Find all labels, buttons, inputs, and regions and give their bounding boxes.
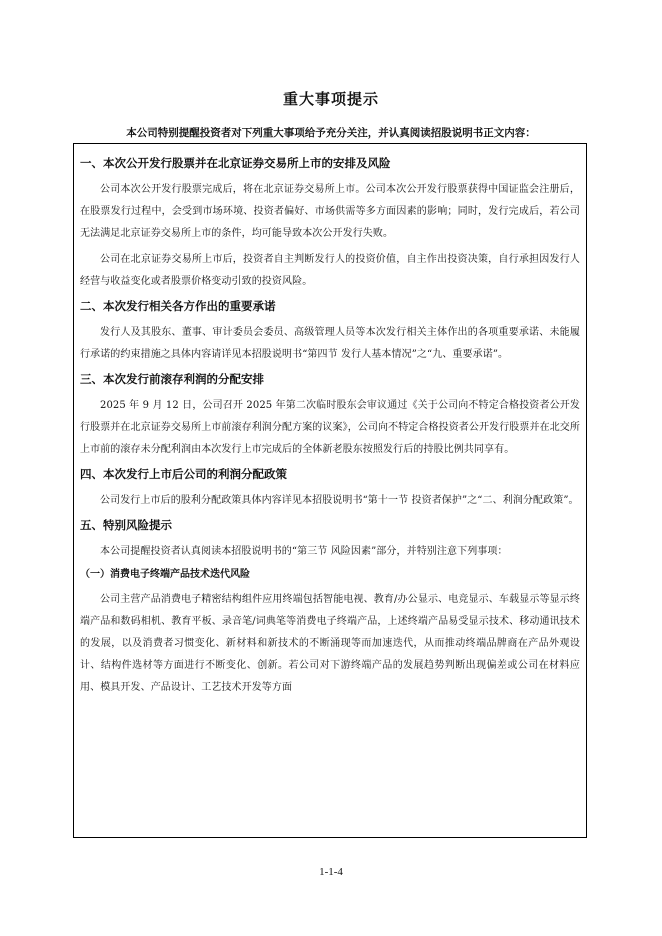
- section-heading-1: 一、本次公开发行股票并在北京证券交易所上市的安排及风险: [80, 156, 391, 170]
- section-heading-2: 二、本次发行相关各方作出的重要承诺: [80, 299, 276, 313]
- subsection-heading-1: （一）消费电子终端产品技术迭代风险: [80, 569, 250, 580]
- section-heading-4: 四、本次发行上市后公司的利润分配政策: [80, 467, 287, 481]
- section-heading-5: 五、特别风险提示: [80, 518, 172, 532]
- section-4-paragraph-1: 公司发行上市后的股利分配政策具体内容详见本招股说明书“第十一节 投资者保护”之“二、利润分配政策”。: [100, 495, 579, 506]
- section-3-paragraph-1: 2025 年 9 月 12 日，公司召开 2025 年第二次临时股东会审议通过《关于公司向不特定合格投资者公开发行股票并在北京证券交易所上市前滚存利润分配方案的议案》，公司向不特定合格投资者公开发行股票并在北交所上市前的滚存未分配利润由本次发行上市完成后的全体新老股东按照发行后的持股比例共同享有。: [80, 400, 580, 455]
- section-2-paragraph-1: 发行人及其股东、董事、审计委员会委员、高级管理人员等本次发行相关主体作出的各项重要承诺、未能履行承诺的约束措施之具体内容请详见本招股说明书“第四节 发行人基本情况”之“九、重要承诺”。: [80, 327, 580, 360]
- section-1-paragraph-1: 公司本次公开发行股票完成后，将在北京证券交易所上市。公司本次公开发行股票获得中国证监会注册后，在股票发行过程中，会受到市场环境、投资者偏好、市场供需等多方面因素的影响；同时，发行完成后，若公司无法满足北京证券交易所上市的条件，均可能导致本次公开发行失败。: [80, 184, 580, 239]
- section-1-paragraph-2: 公司在北京证券交易所上市后，投资者自主判断发行人的投资价值，自主作出投资决策，自行承担因发行人经营与收益变化或者股票价格变动引致的投资风险。: [80, 254, 580, 287]
- document-title: 重大事项提示: [282, 90, 379, 108]
- content-frame: [73, 143, 587, 838]
- subsection-1-paragraph: 公司主营产品消费电子精密结构组件应用终端包括智能电视、教育/办公显示、电竞显示、车载显示等显示终端产品和数码相机、教育平板、录音笔/词典笔等消费电子终端产品，上述终端产品易受显示技术、移动通讯技术的发展，以及消费者习惯变化、新材料和新技术的不断涌现等而加速迭代，从而推动终端品牌商在产品外观设计、结构件选材等方面进行不断变化、创新。若公司对下游终端产品的发展趋势判断出现偏差或公司在材料应用、模具开发、产品设计、工艺技术开发等方面: [80, 594, 580, 693]
- section-5-paragraph-1: 本公司提醒投资者认真阅读本招股说明书的“第三节 风险因素”部分，并特别注意下列事项：: [100, 546, 508, 557]
- page-number: 1-1-4: [319, 866, 343, 878]
- document-notice: 本公司特别提醒投资者对下列重大事项给予充分关注，并认真阅读招股说明书正文内容：: [126, 127, 536, 139]
- section-heading-3: 三、本次发行前滚存利润的分配安排: [80, 372, 264, 386]
